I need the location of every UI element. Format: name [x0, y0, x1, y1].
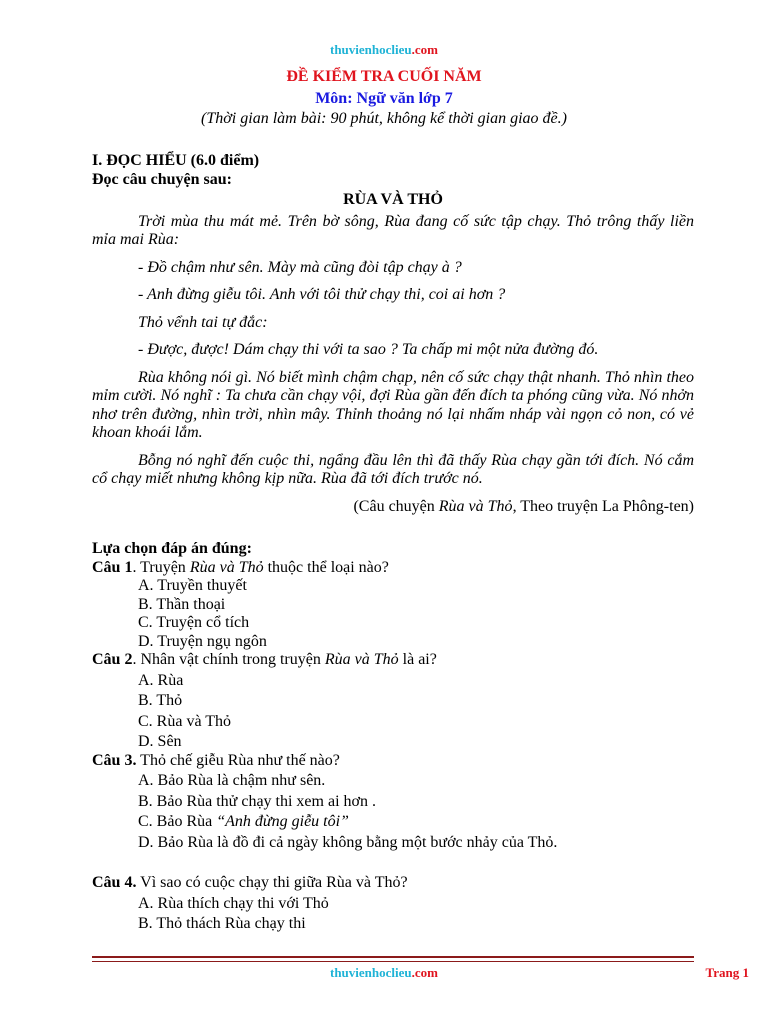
section-heading: I. ĐỌC HIỂU (6.0 điểm) [92, 152, 260, 169]
answer-option: B. Thỏ [138, 692, 183, 709]
footer-site-name-main: thuvienhoclieu [330, 965, 412, 980]
reading-instruction: Đọc câu chuyện sau: [92, 170, 233, 188]
quiz-instruction: Lựa chọn đáp án đúng: [92, 540, 252, 557]
question-text: Vì sao có cuộc chạy thi giữa Rùa và Thỏ? [136, 874, 408, 891]
question-4 [92, 874, 694, 893]
footer-divider-thin [92, 961, 694, 962]
story-paragraph: Bỗng nó nghĩ đến cuộc thi, ngẩng đầu lên thì đã thấy Rùa chạy gần tới đích. Nó cắm cổ chạy miết nhưng không kịp nữa. Rùa đã tới đích trước nó. [92, 451, 694, 487]
answer-option: D. Sên [138, 733, 182, 750]
story-narration: Thỏ vểnh tai tự đắc: [138, 313, 268, 331]
story-source [92, 498, 694, 517]
question-3 [92, 752, 694, 771]
answer-option: B. Thỏ thách Rùa chạy thi [138, 915, 306, 932]
answer-option [92, 813, 694, 832]
header-site-name-main: thuvienhoclieu [330, 42, 412, 57]
answer-option: C. Truyện cổ tích [138, 614, 250, 631]
exam-title: ĐỀ KIỂM TRA CUỐI NĂM [286, 68, 482, 85]
answer-option: D. Bảo Rùa là đồ đi cả ngày không bằng một bước nhảy của Thỏ. [138, 833, 558, 851]
question-label: Câu 2 [92, 651, 133, 668]
answer-option: C. Rùa và Thỏ [138, 712, 232, 730]
story-paragraph: Rùa không nói gì. Nó biết mình chậm chạp, nên cố sức chạy thật nhanh. Thỏ nhìn theo mỉm cười. Nó nghĩ : Ta chưa cần chạy vội, đợi Rùa gần đến đích ta phóng cũng vừa. Nó nhởn nhơ trên đường, nhìn trời, nhìn mây. Thỉnh thoảng nó lại nhấm nháp vài ngọn cỏ non, có vẻ khoan khoái lắm. [92, 368, 694, 441]
page-number: Trang 1 [705, 965, 749, 980]
source-suffix: , Theo truyện La Phông-ten) [512, 497, 694, 515]
question-label: Câu 1 [92, 558, 133, 576]
story-title: RÙA VÀ THỎ [343, 191, 443, 208]
header-site-name[interactable] [0, 42, 768, 58]
reading-section [92, 152, 694, 516]
story-dialogue: - Đồ chậm như sên. Mày mà cũng đòi tập chạy à ? [138, 258, 462, 276]
footer-site-name-tld: .com [411, 965, 438, 980]
question-text: thuộc thể loại nào? [263, 558, 389, 576]
answer-option: D. Truyện ngụ ngôn [138, 632, 267, 650]
header-site-name-tld: .com [411, 42, 438, 57]
source-prefix: (Câu chuyện [353, 497, 439, 515]
exam-subject: Môn: Ngữ văn lớp 7 [315, 90, 453, 107]
quiz-section [92, 540, 694, 934]
question-label: Câu 3. [92, 751, 137, 769]
footer-divider [92, 956, 694, 958]
answer-option: A. Rùa [138, 671, 184, 689]
story-dialogue: - Anh đừng giễu tôi. Anh với tôi thử chạy thi, coi ai hơn ? [138, 286, 506, 303]
source-title: Rùa và Thỏ [438, 497, 513, 515]
question-text-title: Rùa và Thỏ [324, 651, 399, 668]
answer-option: A. Rùa thích chạy thi với Thỏ [138, 894, 329, 912]
answer-option: A. Truyền thuyết [138, 577, 247, 594]
question-text: . Truyện [132, 558, 190, 576]
question-2 [92, 651, 694, 670]
question-text: Thỏ chế giễu Rùa như thế nào? [136, 751, 340, 769]
answer-option-text: C. Bảo Rùa [138, 813, 217, 830]
answer-option-quote: “Anh đừng giễu tôi” [216, 813, 349, 830]
question-text: . Nhân vật chính trong truyện [132, 651, 325, 668]
question-text-title: Rùa và Thỏ [189, 558, 264, 576]
answer-option: B. Bảo Rùa thử chạy thi xem ai hơn . [138, 792, 376, 810]
answer-option: B. Thần thoại [138, 595, 226, 613]
question-text: là ai? [398, 651, 437, 668]
story-dialogue: - Được, được! Dám chạy thi với ta sao ? Ta chấp mi một nửa đường đó. [138, 341, 599, 358]
story-paragraph: Trời mùa thu mát mẻ. Trên bờ sông, Rùa đang cố sức tập chạy. Thỏ trông thấy liền mỉa mai Rùa: [92, 212, 694, 248]
answer-option: A. Bảo Rùa là chậm như sên. [138, 772, 326, 789]
question-1 [92, 559, 694, 578]
footer-site-name[interactable] [0, 965, 768, 981]
exam-time-note: (Thời gian làm bài: 90 phút, không kể thời gian giao đề.) [201, 110, 567, 127]
question-label: Câu 4. [92, 874, 137, 891]
